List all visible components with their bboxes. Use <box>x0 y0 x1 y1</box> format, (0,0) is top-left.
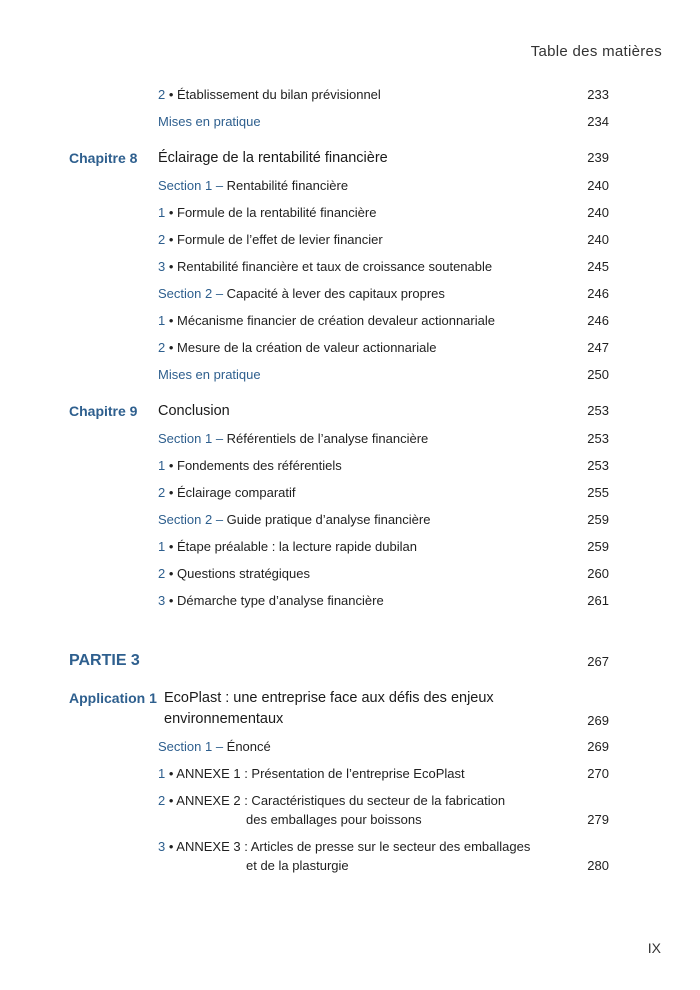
section-lead: Section 2 – <box>158 512 227 527</box>
entry-text: Formule de la rentabilité financière <box>177 205 377 220</box>
section-lead: Section 1 – <box>158 431 227 446</box>
toc-application-1-cont[interactable] <box>0 711 700 731</box>
toc-chapter-8[interactable] <box>0 150 700 170</box>
entry-page: 247 <box>587 340 609 355</box>
entry-number: 1 <box>158 205 166 220</box>
toc-entry[interactable]: 1 • Mécanisme financier de création devaleur actionnariale 246 <box>158 313 609 328</box>
entry-number: 1 <box>158 539 166 554</box>
toc-entry[interactable]: 3 • Démarche type d’analyse financière 261 <box>158 593 609 608</box>
entry-text: ANNEXE 3 : Articles de presse sur le secteur des emballages <box>176 839 531 854</box>
toc-annex-entry-cont[interactable] <box>0 812 700 832</box>
entry-page: 250 <box>587 367 609 382</box>
entry-text: Rentabilité financière et taux de croissance soutenable <box>177 259 493 274</box>
chapter-label: Chapitre 8 <box>69 150 138 166</box>
chapter-title: Éclairage de la rentabilité financière <box>158 150 388 166</box>
toc-section-entry[interactable] <box>0 178 700 198</box>
toc-application-1[interactable] <box>0 690 700 710</box>
practice-label: Mises en pratique <box>158 367 261 382</box>
entry-number: 2 <box>158 485 166 500</box>
entry-number: 3 <box>158 593 166 608</box>
practice-label: Mises en pratique <box>158 114 261 129</box>
entry-page: 239 <box>587 150 609 165</box>
toc-section-entry[interactable] <box>0 512 700 532</box>
entry-text: Fondements des référentiels <box>177 458 342 473</box>
entry-text: Éclairage comparatif <box>177 485 296 500</box>
entry-number: 2 <box>158 566 166 581</box>
toc-entry[interactable]: 3 • Rentabilité financière et taux de croissance soutenable 245 <box>158 259 609 274</box>
entry-number: 2 <box>158 793 166 808</box>
entry-text: ANNEXE 1 : Présentation de l’entreprise EcoPlast <box>176 766 465 781</box>
part-label: PARTIE 3 <box>69 652 140 669</box>
entry-page: 269 <box>587 713 609 728</box>
entry-text: Formule de l’effet de levier financier <box>177 232 383 247</box>
entry-text: Mécanisme financier de création devaleur actionnariale <box>177 313 495 328</box>
section-title: Référentiels de l’analyse financière <box>226 431 429 446</box>
section-lead: Section 1 – <box>158 178 227 193</box>
entry-number: 3 <box>158 839 166 854</box>
entry-text: Questions stratégiques <box>177 566 310 581</box>
section-title: Rentabilité financière <box>226 178 349 193</box>
toc-part-3[interactable] <box>0 652 700 672</box>
entry-number: 2 <box>158 340 166 355</box>
toc-section-entry[interactable] <box>0 739 700 759</box>
toc-practice-entry[interactable] <box>0 114 700 134</box>
page-header-title: Table des matières <box>530 43 662 60</box>
entry-page: 259 <box>587 539 609 554</box>
toc-entry[interactable]: 2 • Éclairage comparatif 255 <box>158 485 609 500</box>
section-lead: Section 1 – <box>158 739 227 754</box>
entry-text: Étape préalable : la lecture rapide dubilan <box>177 539 417 554</box>
entry-page: 233 <box>587 87 609 102</box>
entry-page: 253 <box>587 458 609 473</box>
application-title-line2: environnementaux <box>164 711 284 727</box>
entry-text: Établissement du bilan prévisionnel <box>177 87 381 102</box>
toc-practice-entry[interactable] <box>0 367 700 387</box>
section-title: Guide pratique d’analyse financière <box>226 512 431 527</box>
entry-text: ANNEXE 2 : Caractéristiques du secteur de la fabrication <box>176 793 506 808</box>
entry-number: 1 <box>158 766 166 781</box>
entry-page: 261 <box>587 593 609 608</box>
entry-text-cont: et de la plasturgie <box>246 858 349 873</box>
entry-number: 2 <box>158 232 166 247</box>
entry-page: 253 <box>587 431 609 446</box>
toc-entry[interactable]: 1 • Étape préalable : la lecture rapide dubilan 259 <box>158 539 609 554</box>
toc-annex-entry[interactable]: 2 • ANNEXE 2 : Caractéristiques du secteur de la fabrication <box>158 793 506 808</box>
toc-entry[interactable]: 1 • Formule de la rentabilité financière 240 <box>158 205 609 220</box>
application-title-line1: EcoPlast : une entreprise face aux défis des enjeux <box>164 690 494 706</box>
entry-page: 234 <box>587 114 609 129</box>
entry-page: 260 <box>587 566 609 581</box>
entry-number: 3 <box>158 259 166 274</box>
entry-page: 253 <box>587 403 609 418</box>
entry-page: 267 <box>587 654 609 669</box>
entry-page: 240 <box>587 178 609 193</box>
toc-entry[interactable]: 2 • Mesure de la création de valeur actionnariale 247 <box>158 340 609 355</box>
toc-entry[interactable]: 2 • Questions stratégiques 260 <box>158 566 609 581</box>
entry-page: 269 <box>587 739 609 754</box>
section-title: Capacité à lever des capitaux propres <box>226 286 445 301</box>
toc-annex-entry-cont[interactable] <box>0 858 700 878</box>
entry-page: 246 <box>587 286 609 301</box>
toc-section-entry[interactable] <box>0 286 700 306</box>
section-title: Énoncé <box>226 739 271 754</box>
toc-chapter-9[interactable] <box>0 403 700 423</box>
entry-page: 280 <box>587 858 609 873</box>
entry-text-cont: des emballages pour boissons <box>246 812 422 827</box>
entry-page: 246 <box>587 313 609 328</box>
entry-page: 255 <box>587 485 609 500</box>
entry-number: 2 <box>158 87 166 102</box>
chapter-label: Chapitre 9 <box>69 403 138 419</box>
toc-section-entry[interactable] <box>0 431 700 451</box>
entry-number: 1 <box>158 313 166 328</box>
entry-text: Démarche type d’analyse financière <box>177 593 384 608</box>
entry-page: 240 <box>587 232 609 247</box>
entry-page: 270 <box>587 766 609 781</box>
toc-entry[interactable]: 2 • Formule de l’effet de levier financier 240 <box>158 232 609 247</box>
entry-page: 245 <box>587 259 609 274</box>
application-label: Application 1 <box>69 690 157 706</box>
toc-annex-entry[interactable]: 1 • ANNEXE 1 : Présentation de l’entreprise EcoPlast 270 <box>158 766 609 781</box>
toc-annex-entry[interactable]: 3 • ANNEXE 3 : Articles de presse sur le secteur des emballages <box>158 839 531 854</box>
entry-page: 259 <box>587 512 609 527</box>
toc-entry[interactable]: 2 • Établissement du bilan prévisionnel 233 <box>158 87 609 102</box>
page-number: IX <box>647 940 661 956</box>
chapter-title: Conclusion <box>158 403 230 419</box>
entry-page: 240 <box>587 205 609 220</box>
entry-number: 1 <box>158 458 166 473</box>
section-lead: Section 2 – <box>158 286 227 301</box>
toc-entry[interactable]: 1 • Fondements des référentiels 253 <box>158 458 609 473</box>
entry-text: Mesure de la création de valeur actionnariale <box>177 340 437 355</box>
entry-page: 279 <box>587 812 609 827</box>
